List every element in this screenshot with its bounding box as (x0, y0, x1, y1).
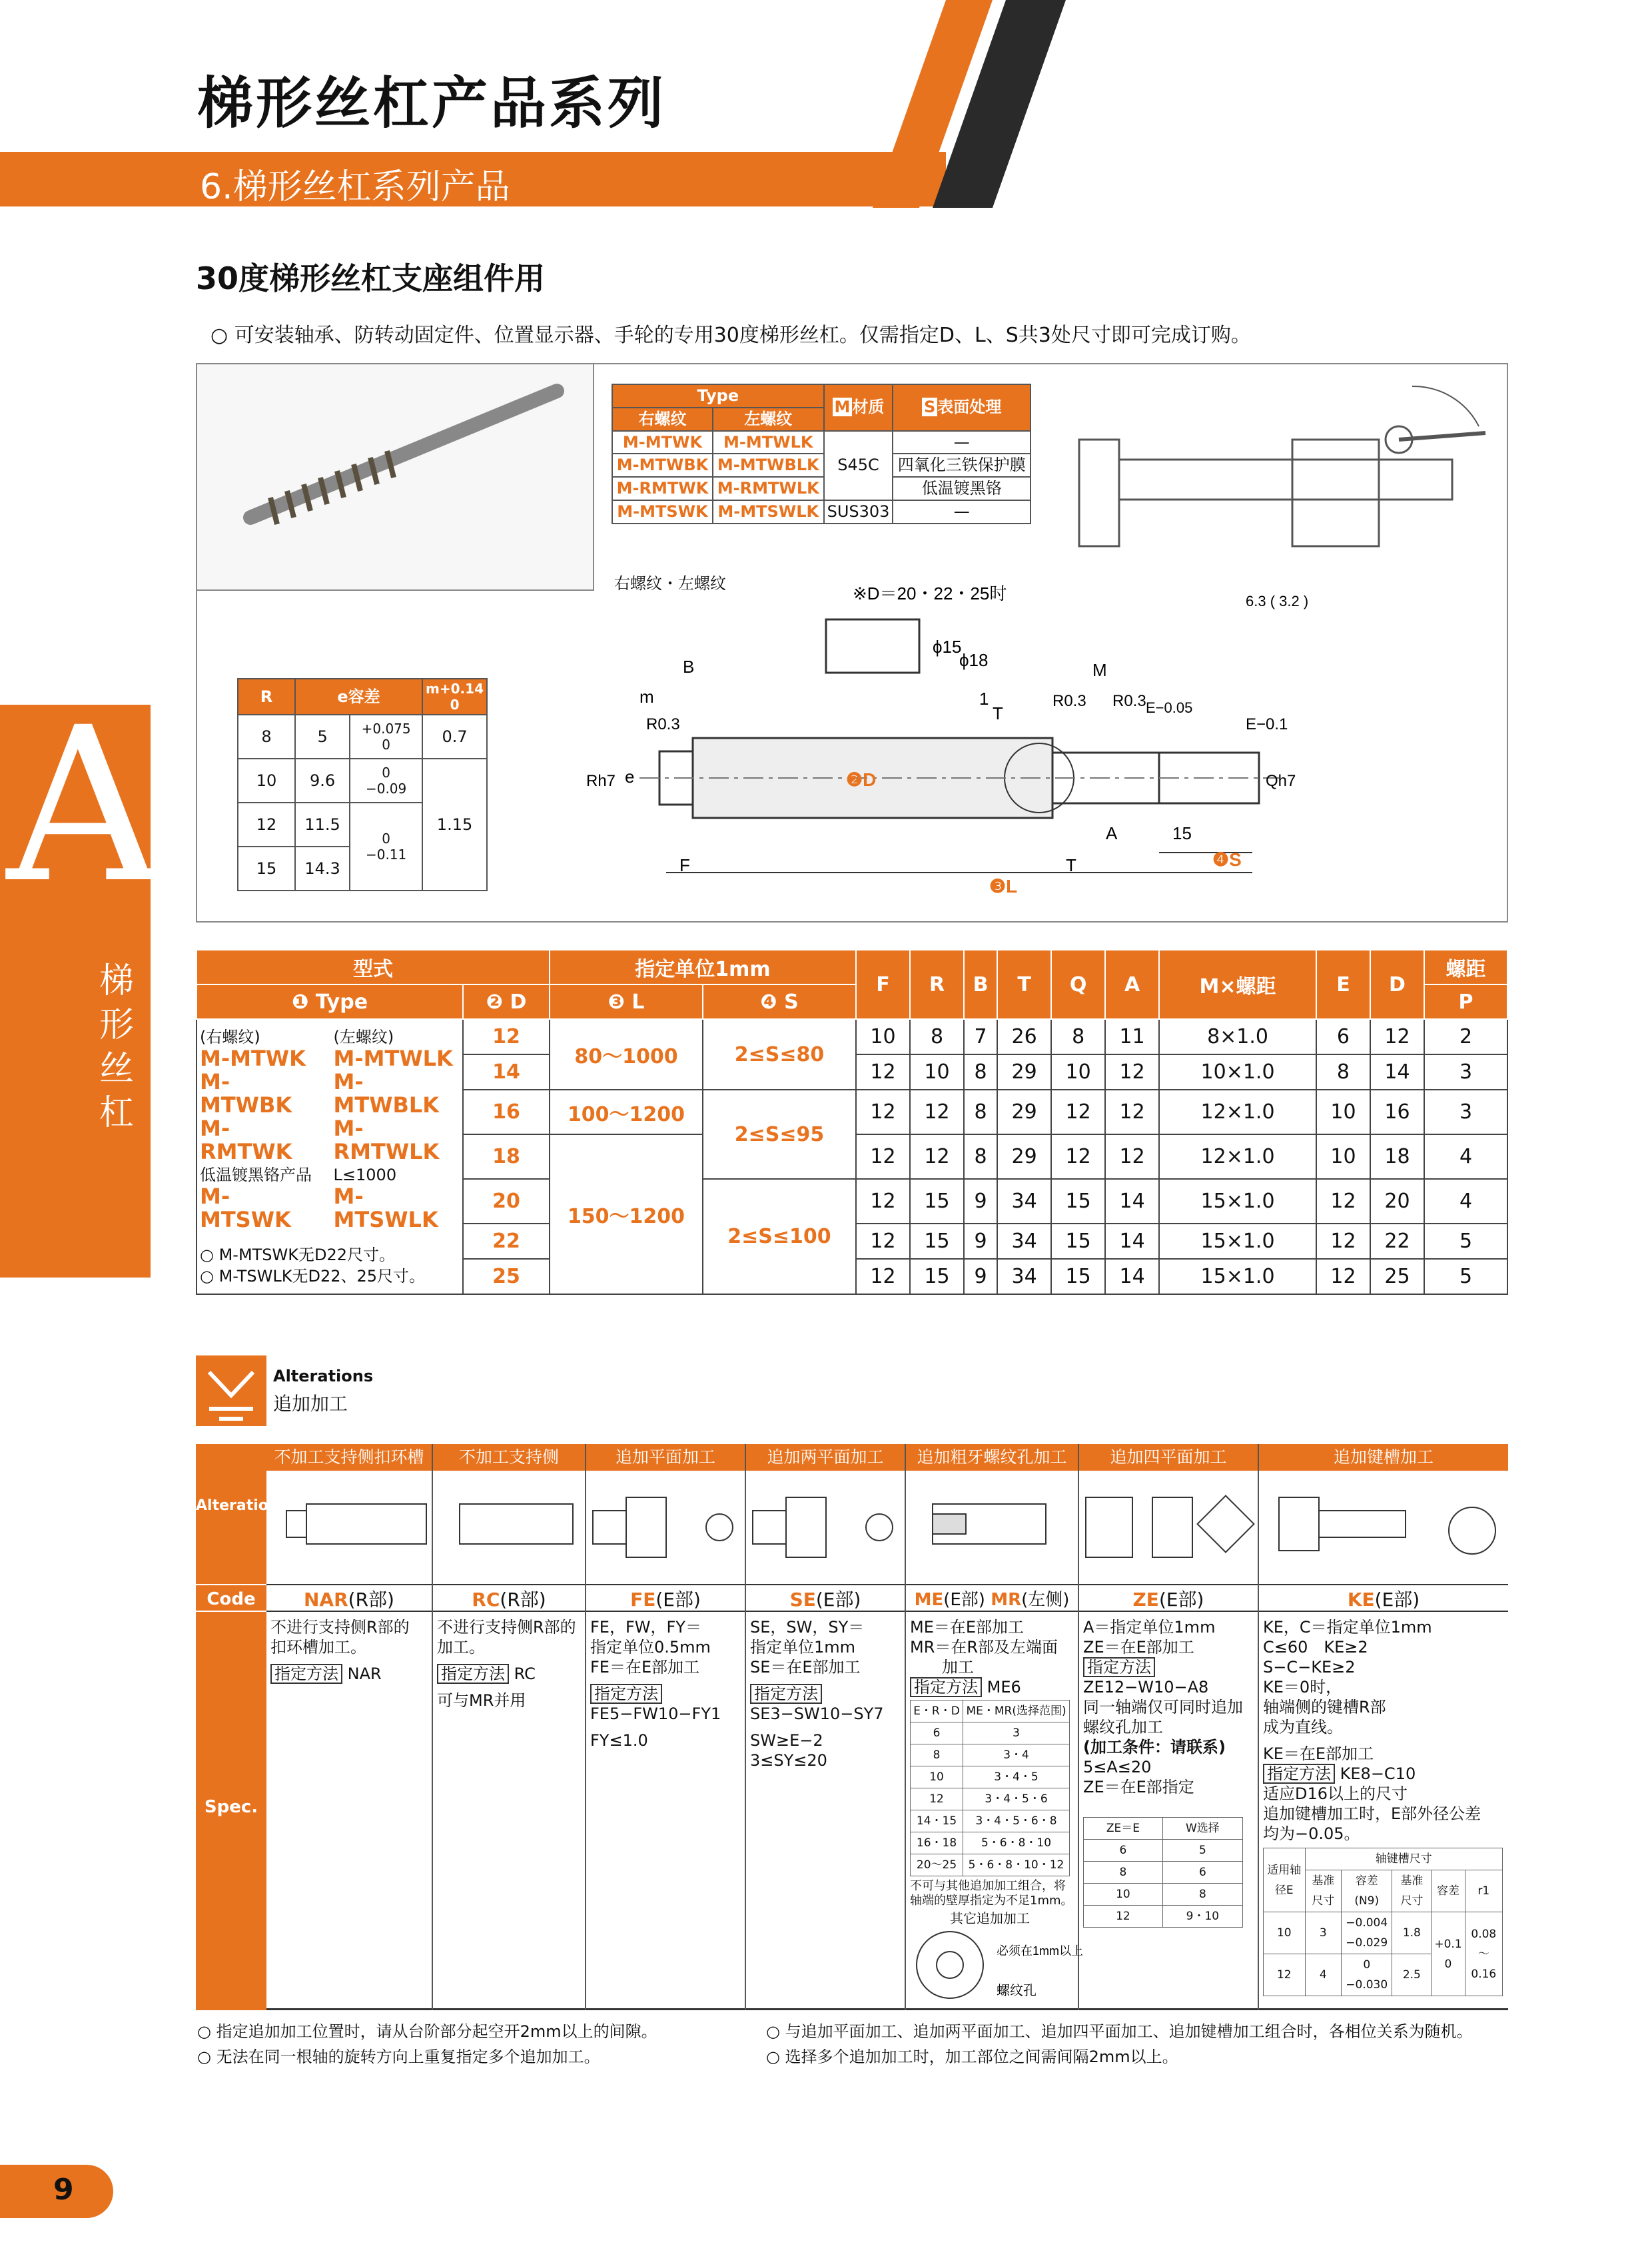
svg-text:E−0.05: E−0.05 (1146, 699, 1193, 716)
screw-photo-icon (197, 364, 594, 591)
subtitle: 6.梯形丝杠系列产品 (200, 167, 510, 207)
tolerance-table: R e容差 m+0.14 0 8 5 +0.075 0 0.7 10 9.6 0 −0.09 1.15 12 11.5 0 −0.11 15 14.3 (237, 678, 488, 891)
alterations-grid: Alterations Code Spec. (196, 1444, 1508, 2010)
svg-text:❸L: ❸L (989, 876, 1018, 897)
section-intro: ○ 可安装轴承、防转动固定件、位置显示器、手轮的专用30度梯形丝杠。仅需指定D、L、S共3处尺寸即可完成订购。 (210, 324, 1251, 347)
alterations-icon (196, 1355, 266, 1426)
section-title: 30度梯形丝杠支座组件用 (196, 260, 546, 296)
svg-text:❹S: ❹S (1212, 849, 1242, 870)
alterations-title-en: Alterations (273, 1367, 374, 1385)
alt-col-nar: 不加工支持侧扣环槽 NAR(R部) 不进行支持侧R部的 扣环槽加工。 指定方法 NAR (266, 1444, 433, 2010)
svg-text:必须在1mm以上: 必须在1mm以上 (997, 1944, 1083, 1958)
footer-note: ○ 无法在同一根轴的旋转方向上重复指定多个追加加工。 (197, 2048, 600, 2066)
svg-text:m: m (639, 687, 654, 707)
ze-table: ZE＝E W选择 6 5 8 6 10 8 12 9・10 (1083, 1817, 1243, 1928)
footer-note: ○ 指定追加加工位置时，请从台阶部分起空开2mm以上的间隙。 (197, 2022, 657, 2041)
type-caption: 右螺纹・左螺纹 (614, 574, 726, 593)
svg-text:ϕ18: ϕ18 (959, 650, 989, 670)
svg-text:ϕ15: ϕ15 (933, 637, 962, 657)
ke-table: 适用轴径E 轴键槽尺寸 基准尺寸 容差(N9) 基准尺寸 容差 r1 10 3 −0.004 −0.029 1.8 +0.1 0 0.08 ～0.16 12 4 0 −0.030 2.5 (1263, 1848, 1503, 1996)
svg-text:6.3 ( 3.2 ): 6.3 ( 3.2 ) (1246, 593, 1309, 609)
type-table: Type M 材质 S 表面处理 右螺纹 左螺纹 M-MTWK M-MTWLK S45C — M-MTWBK M-MTWBLK 四氧化三铁保护膜 M-RMTWK M-RMTWLK 低温镀黑铬 M-MTSWK M-MTSWLK SUS303 — (612, 384, 1031, 524)
page-number: 9 (53, 2173, 74, 2207)
assembly-drawing (1066, 373, 1492, 586)
svg-text:B: B (683, 657, 695, 677)
page-title: 梯形丝杠产品系列 (197, 71, 667, 136)
svg-text:Qh7: Qh7 (1266, 772, 1296, 790)
svg-text:E−0.1: E−0.1 (1246, 715, 1288, 733)
alt-col-rc: 不加工支持侧 RC(R部) 不进行支持侧R部的 加工。 指定方法 RC 可与MR并用 (433, 1444, 586, 2010)
product-photo (197, 364, 594, 591)
alt-col-fe: 追加平面加工 FE(E部) FE，FW，FY＝ 指定单位0.5mm FE＝在E部加工 指定方法 FE5−FW10−FY1 FY≤1.0 (586, 1444, 746, 2010)
svg-text:A: A (1106, 823, 1118, 843)
svg-text:15: 15 (1172, 823, 1192, 843)
svg-text:❷D: ❷D (846, 769, 877, 790)
svg-text:※D＝20・22・25时: ※D＝20・22・25时 (853, 583, 1007, 603)
alterations-title-cn: 追加加工 (273, 1393, 348, 1415)
svg-text:R0.3: R0.3 (1052, 692, 1086, 710)
side-label: 梯 形 丝 杠 (99, 961, 134, 1133)
svg-text:F: F (679, 855, 690, 875)
svg-text:T: T (1066, 855, 1076, 875)
svg-text:T: T (993, 703, 1003, 723)
svg-text:e: e (625, 767, 635, 787)
spec-table: 型式 指定单位1mm F R B T Q A M×螺距 E D 螺距 ❶ Type ❷ D ❸ L ❹ S P (右螺纹) M-MTWK M-MTWBK M-RMTWK 低温镀黑铬产品 M-MTSWK (左螺纹) M-MTWLK M-MTWBLK M-RMTWLK L≤1000 M-MTSWLK ○ M-MTSWK无D22尺寸。 ○ M-TSWLK无D22、25尺寸。 12 80～1000 2≤S≤80 10 8 7 26 8 11 8×1.0 6 12 2 14 12 10 8 29 10 12 10×1.0 8 14 3 16 100～1200 2≤S≤95 12 12 8 29 12 12 12×1.0 10 16 3 18 150～1200 12 12 8 29 12 12 12×1.0 10 18 4 20 2≤S≤100 12 15 9 34 15 14 15×1.0 12 20 4 22 12 15 9 34 15 14 15×1.0 12 22 5 25 12 15 9 34 15 14 15×1.0 12 25 5 (196, 949, 1508, 1295)
svg-text:螺纹孔: 螺纹孔 (997, 1984, 1036, 1998)
footer-note: ○ 选择多个追加加工时，加工部位之间需间隔2mm以上。 (766, 2048, 1178, 2066)
footer-note: ○ 与追加平面加工、追加两平面加工、追加四平面加工、追加键槽加工组合时，各相位关系为随机。 (766, 2022, 1473, 2041)
me-range-table: E・R・D ME・MR(选择范围) 6 3 8 3・4 10 3・4・5 12 3・4・5・6 14・15 3・4・5・6・8 16・18 5・6・8・10 20～25 5・6・8・10・12 (910, 1700, 1070, 1876)
side-letter: A (7, 682, 161, 930)
alt-col-ke: 追加键槽加工 KE(E部) KE，C＝指定单位1mm C≤60 KE≥2 S−C−KE≥2 KE＝0时， 轴端侧的键槽R部 成为直线。 KE＝在E部加工 指定方法 KE8−C10 适应D16以上的尺寸 追加键槽加工时，E部外径公差 均为−0.05。 适用轴径E 轴键槽尺寸 基准尺寸 容差(N9) 基准尺寸 容差 r1 10 3 −0.004 −0.029 1.8 +0.1 0 0.08 ～0.16 12 4 0 −0.030 2.5 (1259, 1444, 1508, 2010)
me-section-diagram (910, 1928, 1083, 2002)
svg-text:R0.3: R0.3 (1112, 692, 1146, 710)
alt-col-ze: 追加四平面加工 ZE(E部) A＝指定单位1mm ZE＝在E部加工 指定方法 ZE12−W10−A8 同一轴端仅可同时追加 螺纹孔加工 (加工条件：请联系) 5≤A≤20 ZE＝在E部指定 ZE＝E W选择 6 5 8 6 10 8 12 9・10 (1079, 1444, 1259, 2010)
alt-col-me: 追加粗牙螺纹孔加工 ME(E部) MR(左侧) ME＝在E部加工 MR＝在R部及左端面 加工 指定方法 ME6 E・R・D ME・MR(选择范围) 6 3 8 3・4 10 3・4・5 12 3・4・5・6 14・15 3・4・5・6・8 16・18 5・6・8・10 20～25 5・6・8・10・12 不可与其他追加加工组合，将轴端的壁厚指定为不足1mm。 其它追加加工 必须在1mm以上 螺纹孔 (906, 1444, 1079, 2010)
svg-text:R0.3: R0.3 (646, 715, 680, 733)
nar-diagram (266, 1471, 433, 1584)
header-stripes (866, 0, 1079, 208)
svg-text:1: 1 (979, 689, 989, 709)
svg-text:M: M (1092, 660, 1107, 680)
alt-col-se: 追加两平面加工 SE(E部) SE，SW，SY＝ 指定单位1mm SE＝在E部加工 指定方法 SE3−SW10−SY7 SW≥E−2 3≤SY≤20 (746, 1444, 906, 2010)
svg-text:Rh7: Rh7 (586, 772, 616, 790)
